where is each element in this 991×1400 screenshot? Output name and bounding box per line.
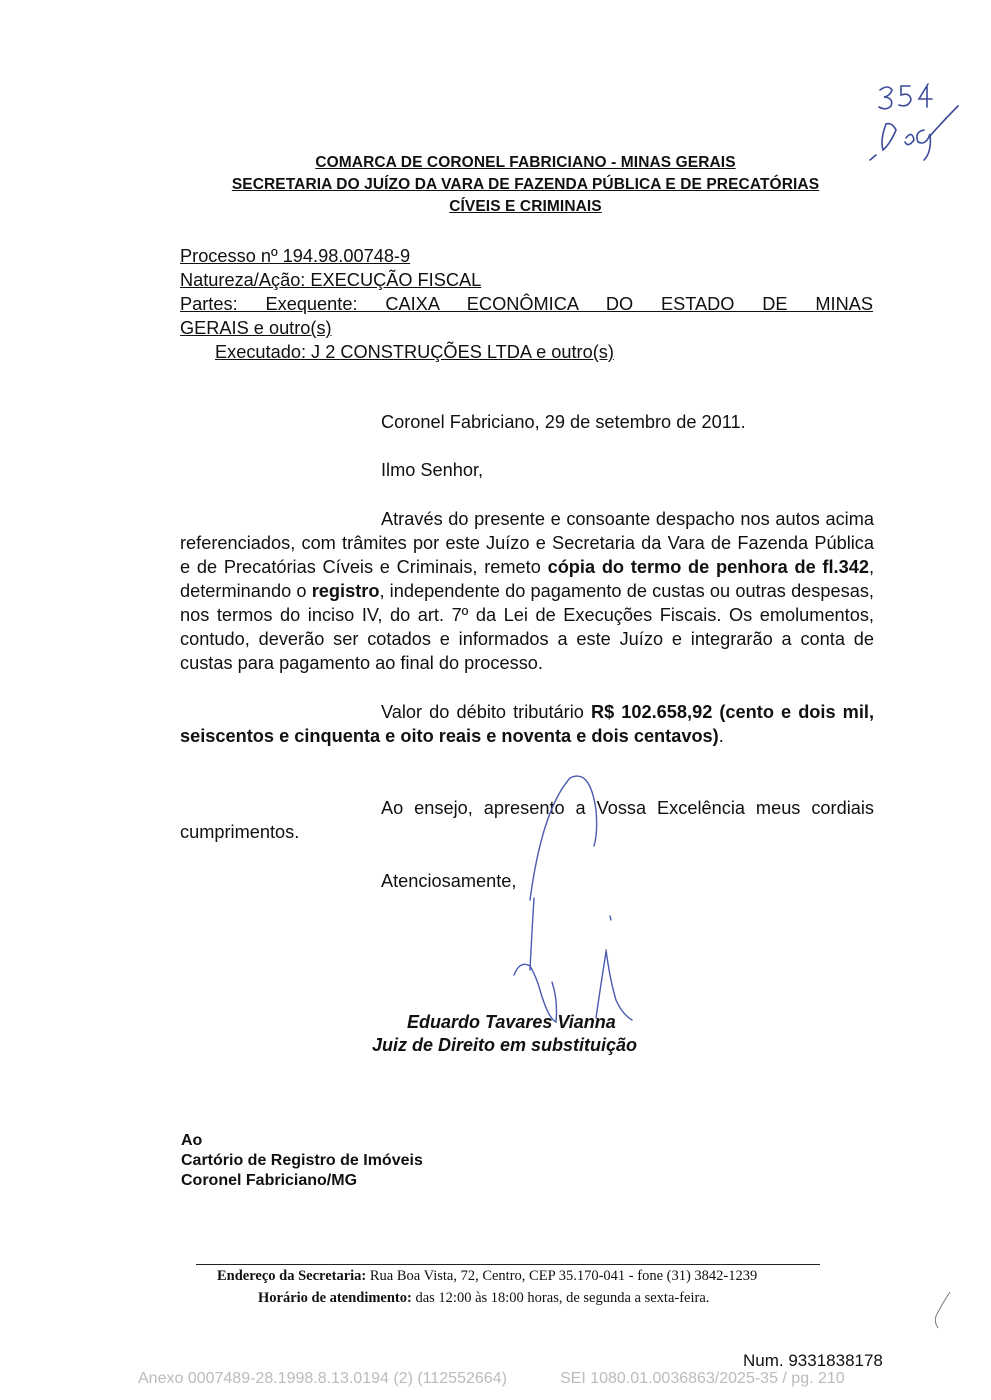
paragraph-debt-text: Valor do débito tributário [381,702,591,722]
scan-mark [928,1290,958,1330]
case-number: Processo nº 194.98.00748-9 [180,246,411,266]
paragraph-debt [180,700,874,748]
paragraph-main-text-a: Através do presente e consoante despacho nos autos acima referenciados, com trâmites por este Juízo e Secretaria da Vara de Fazenda Pública e de Precatórias Cíveis e Criminais, remeto [180,509,874,577]
footer-hours [258,1290,709,1307]
case-defendant: Executado: J 2 CONSTRUÇÕES LTDA e outro(s) [215,342,614,362]
sei-page-reference: SEI 1080.01.0036863/2025-35 / pg. 210 [560,1370,845,1387]
annex-reference: Anexo 0007489-28.1998.8.13.0194 (2) (112552664) [138,1370,507,1387]
recipient-office: Cartório de Registro de Imóveis [181,1152,423,1169]
paragraph-debt-amount: R$ 102.658,92 (cento e dois mil, seiscentos e cinquenta e oito reais e noventa e dois centavos) [180,702,874,746]
footer-address [217,1268,757,1285]
paragraph-main-bold-registry: registro [311,581,380,601]
handwritten-signature [500,770,650,1030]
signature-drawing [500,770,650,1030]
case-parties-cont: GERAIS e outro(s) [180,318,332,338]
header-court: COMARCA DE CORONEL FABRICIANO - MINAS GERAIS [315,154,736,171]
footer-address-label: Endereço da Secretaria: [217,1268,367,1284]
recipient-to: Ao [181,1132,203,1149]
footer-hours-value: das 12:00 às 18:00 horas, de segunda a sexta-feira. [411,1290,710,1306]
footer-address-value: Rua Boa Vista, 72, Centro, CEP 35.170-041 - fone (31) 3842-1239 [366,1268,758,1284]
signer-title: Juiz de Direito em substituição [372,1035,638,1055]
closing: Atenciosamente, [381,871,517,891]
header-secretariat: SECRETARIA DO JUÍZO DA VARA DE FAZENDA PÚBLICA E DE PRECATÓRIAS [231,176,820,193]
paragraph-main [180,507,874,675]
signer-name: Eduardo Tavares Vianna [407,1012,616,1032]
header-jurisdiction: CÍVEIS E CRIMINAIS [449,198,602,215]
paragraph-main-text-c: , independente do pagamento de custas ou outras despesas, nos termos do inciso IV, do art. 7º da Lei de Execuções Fiscais. Os emolumentos, contudo, deverão ser cotados e informados a este Juízo e integrarão a conta de custas para pagamento ao final do processo. [180,581,874,673]
scan-mark-drawing [928,1290,958,1330]
letter-date: Coronel Fabriciano, 29 de setembro de 2011. [381,412,746,432]
document-number: Num. 9331838178 [743,1351,883,1370]
paragraph-main-text-b: , determinando o [180,557,875,601]
paragraph-debt-end: . [718,726,724,746]
footer-hours-label: Horário de atendimento: [258,1290,412,1306]
footer-divider [196,1264,820,1265]
case-nature: Natureza/Ação: EXECUÇÃO FISCAL [180,270,482,290]
recipient-city: Coronel Fabriciano/MG [181,1172,358,1189]
paragraph-main-bold-copy: cópia do termo de penhora de fl.342 [547,557,869,577]
case-parties: Partes: Exequente: CAIXA ECONÔMICA DO ESTADO DE MINAS [180,294,873,314]
paragraph-closing: Ao ensejo, apresento a Vossa Excelência meus cordiais cumprimentos. [180,798,874,842]
salutation: Ilmo Senhor, [381,460,484,480]
